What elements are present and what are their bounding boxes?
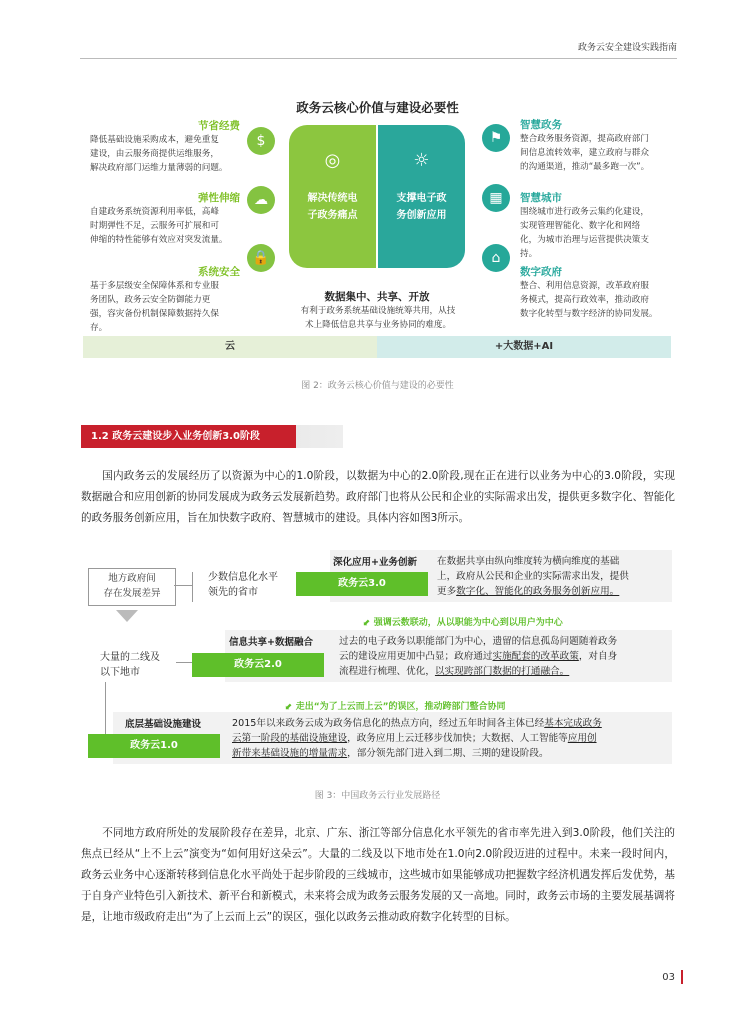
stage1-label: 底层基础设施建设 <box>125 719 202 730</box>
connector-line <box>105 682 106 742</box>
government-building-icon: ⌂ <box>482 244 510 272</box>
right-item-text-line: 持。 <box>520 249 538 259</box>
local-gov-difference-box <box>88 568 176 606</box>
arrow-2-label: 走出“为了上云而上云”的误区，推动跨部门整合协同 <box>295 702 506 712</box>
figure2-title: 政务云核心价值与建设必要性 <box>296 100 459 115</box>
stage2-text-underlined: 以实现跨部门数据的打通融合。 <box>434 666 570 677</box>
left-item-text-line: 伸缩的特性能够有效应对突发流量。 <box>90 235 228 245</box>
stage2-text-line <box>339 649 671 664</box>
stage2-text-line <box>339 664 671 679</box>
arrow-up-icon: ⬋ <box>363 618 374 628</box>
center-right-line: 务创新应用 <box>396 210 447 221</box>
center-bottom-title: 数据集中、共享、开放 <box>324 291 430 303</box>
stage1-text-post: ，部分领先部门进入到二期、三期的建设阶段。 <box>347 748 549 759</box>
left-item-text-line: 解决政府部门运维力量薄弱的问题。 <box>90 163 228 173</box>
stage2-text-post: ，对自身 <box>578 651 618 662</box>
right-item-text-line: 整合政务服务资源，提高政府部门 <box>520 134 649 144</box>
stage2-bar: 政务云2.0 <box>192 653 324 677</box>
running-header: 政务云安全建设实践指南 <box>577 43 677 53</box>
lightbulb-icon: ☼ <box>413 150 430 171</box>
connector-line <box>192 572 193 602</box>
right-item-title: 智慧城市 <box>520 192 562 204</box>
right-item-text-line: 化，为城市治理与运营提供决策支 <box>520 235 649 245</box>
stage3-text <box>437 554 669 599</box>
arrow-1 <box>363 610 563 629</box>
stage3-label: 深化应用+业务创新 <box>333 557 417 568</box>
stage1-text-underlined: 云第一阶段的基础设施建设 <box>232 733 348 744</box>
section-heading: 1.2 政务云建设步入业务创新3.0阶段 <box>81 425 296 448</box>
label-line: 大量的二线及 <box>100 652 160 663</box>
center-left-text <box>289 190 376 224</box>
band-cloud: 云 <box>83 336 377 358</box>
right-item-text-line: 围绕城市进行政务云集约化建设， <box>520 207 649 217</box>
stage2-text-pre: 流程进行梳理、优化， <box>339 666 435 677</box>
stage1-bar: 政务云1.0 <box>88 734 220 758</box>
left-item-security <box>90 264 240 335</box>
arrow-1-label: 强调云数联动，从以职能为中心到以用户为中心 <box>373 618 563 628</box>
right-item-digital-gov <box>520 264 680 321</box>
center-bottom-text <box>282 304 474 332</box>
figure2-caption: 图 2：政务云核心价值与建设的必要性 <box>301 381 454 391</box>
right-item-text-line: 数字化转型与数字经济的协同发展。 <box>520 309 658 319</box>
left-item-text-line: 建设，由云服务商提供运维服务， <box>90 149 219 159</box>
stage1-text <box>232 716 672 761</box>
paragraph-1: 国内政务云的发展经历了以资源为中心的1.0阶段，以数据为中心的2.0阶段,现在正在进行以业务为中心的3.0阶段，实现数据融合和应用创新的协同发展成为政务云发展新趋势。政府部门也将从公民和企业的实际需求出发，提供更多数字化、智能化的政务服务创新应用，旨在加快数字政府、智慧城市的建设。具体内容如图3所示。 <box>81 470 675 524</box>
stage1-text-underlined: 应用创 <box>567 733 597 744</box>
stage3-text-pre: 更多 <box>437 586 457 597</box>
center-bottom-line: 术上降低信息共享与业务协同的难度。 <box>304 320 452 330</box>
header-divider <box>80 58 677 59</box>
city-buildings-icon: ▦ <box>482 184 510 212</box>
center-left-line: 子政务痛点 <box>307 210 358 221</box>
left-item-title: 节省经费 <box>198 120 240 132</box>
right-item-title: 智慧政务 <box>520 119 562 131</box>
stage1-text-pre: 2015年以来政务云成为政务信息化的热点方向，经过五年时间各主体已经 <box>232 718 545 729</box>
page-number: 03 <box>662 972 675 983</box>
right-item-text-line: 的沟通渠道，推动“最多跑一次”。 <box>520 162 650 172</box>
left-item-elastic <box>90 190 240 247</box>
left-item-text-line: 时期弹性不足，云服务可扩展和可 <box>90 221 219 231</box>
left-item-text-line: 存。 <box>90 323 108 333</box>
label-leading-provinces <box>208 570 278 600</box>
center-right-line: 支撑电子政 <box>396 193 447 204</box>
left-item-text-line: 降低基础设施采购成本，避免重复 <box>90 135 219 145</box>
label-line: 领先的省市 <box>208 587 258 598</box>
left-item-saving <box>90 118 240 175</box>
stage2-text <box>339 634 671 679</box>
stage1-text-mid: ，政务应用上云迁移步伐加快；大数据、人工智能等 <box>347 733 568 744</box>
left-item-text-line: 自建政务系统资源利用率低，高峰 <box>90 207 219 217</box>
left-item-title: 系统安全 <box>198 266 240 278</box>
label-line: 以下地市 <box>100 667 140 678</box>
down-arrow-icon <box>116 610 138 622</box>
connector-line <box>176 662 192 663</box>
stage3-text-underlined: 数字化、智能化的政务服务创新应用。 <box>456 586 620 597</box>
right-item-smart-gov <box>520 117 680 174</box>
stage1-text-underlined: 新带来基础设施的增量需求 <box>232 748 348 759</box>
right-item-text-line: 实现管理智能化、数字化和网络 <box>520 221 641 231</box>
right-item-text-line: 整合、利用信息资源，改革政府服 <box>520 281 649 291</box>
stage2-text-underlined: 实施配套的改革政策 <box>492 651 579 662</box>
stage3-text-line: 上，政府从公民和企业的实际需求出发，提供 <box>437 571 629 582</box>
stage1-text-line <box>232 731 672 746</box>
right-item-text-line: 务模式，提高行政效率，推动政府 <box>520 295 649 305</box>
label-line: 少数信息化水平 <box>208 572 278 583</box>
stage2-text-pre: 云的建设应用更加中凸显；政府通过 <box>339 651 493 662</box>
stage1-text-underlined: 基本完成政务 <box>544 718 602 729</box>
stage1-text-line <box>232 716 672 731</box>
cloud-lock-icon: 🔒 <box>247 244 275 272</box>
money-bag-icon: $ <box>247 127 275 155</box>
cloud-icon: ☁ <box>247 186 275 214</box>
arrow-up-icon: ⬋ <box>285 702 296 712</box>
page-number-accent <box>681 970 683 984</box>
left-item-text-line: 强，容灾备份机制保障数据持久保 <box>90 309 219 319</box>
box-line: 存在发展差异 <box>103 588 161 599</box>
target-icon: ◎ <box>324 150 341 171</box>
connector-line <box>174 585 192 586</box>
stage3-text-line: 在数据共享由纵向维度转为横向维度的基础 <box>437 556 620 567</box>
left-item-text-line: 务团队，政务云安全防御能力更 <box>90 295 211 305</box>
figure3-caption: 图 3：中国政务云行业发展路径 <box>314 791 441 801</box>
arrow-2 <box>285 694 506 713</box>
left-item-text-line: 基于多层级安全保障体系和专业服 <box>90 281 219 291</box>
left-item-title: 弹性伸缩 <box>198 192 240 204</box>
center-right-text <box>378 190 465 224</box>
stage3-text-line <box>437 584 669 599</box>
right-item-title: 数字政府 <box>520 266 562 278</box>
stage3-bar: 政务云3.0 <box>296 572 428 596</box>
label-second-tier-cities <box>100 650 160 680</box>
stage1-text-line <box>232 746 672 761</box>
stage2-label: 信息共享+数据融合 <box>229 637 313 648</box>
right-item-text-line: 间信息流转效率，建立政府与群众 <box>520 148 649 158</box>
center-bottom-line: 有利于政务系统基础设施统筹共用，从技 <box>300 306 456 316</box>
box-line: 地方政府间 <box>108 573 156 584</box>
center-left-line: 解决传统电 <box>307 193 358 204</box>
paragraph-2: 不同地方政府所处的发展阶段存在差异，北京、广东、浙江等部分信息化水平领先的省市率先进入到3.0阶段，他们关注的焦点已经从“上不上云”演变为“如何用好这朵云”。大量的二线及以下地市处在1.0向2.0阶段迈进的过程中。未来一段时间内，政务云业务中心逐渐转移到信息化水平尚处于起步阶段的三线城市，这些城市如果能够成功把握数字经济机遇发挥后发优势，基于自身产业特色引入新技术、新平台和新模式，未来将会成为政务云服务发展的又一高地。同时，政务云市场的主要发展基调将是，让地市级政府走出“为了上云而上云”的误区，强化以政务云推动政府数字化转型的目标。 <box>81 827 675 923</box>
band-bigdata-ai: +大数据+AI <box>377 336 671 358</box>
government-service-icon: ⚑ <box>482 124 510 152</box>
right-item-smart-city <box>520 190 680 261</box>
stage2-text-line: 过去的电子政务以职能部门为中心，遗留的信息孤岛问题随着政务 <box>339 636 618 647</box>
